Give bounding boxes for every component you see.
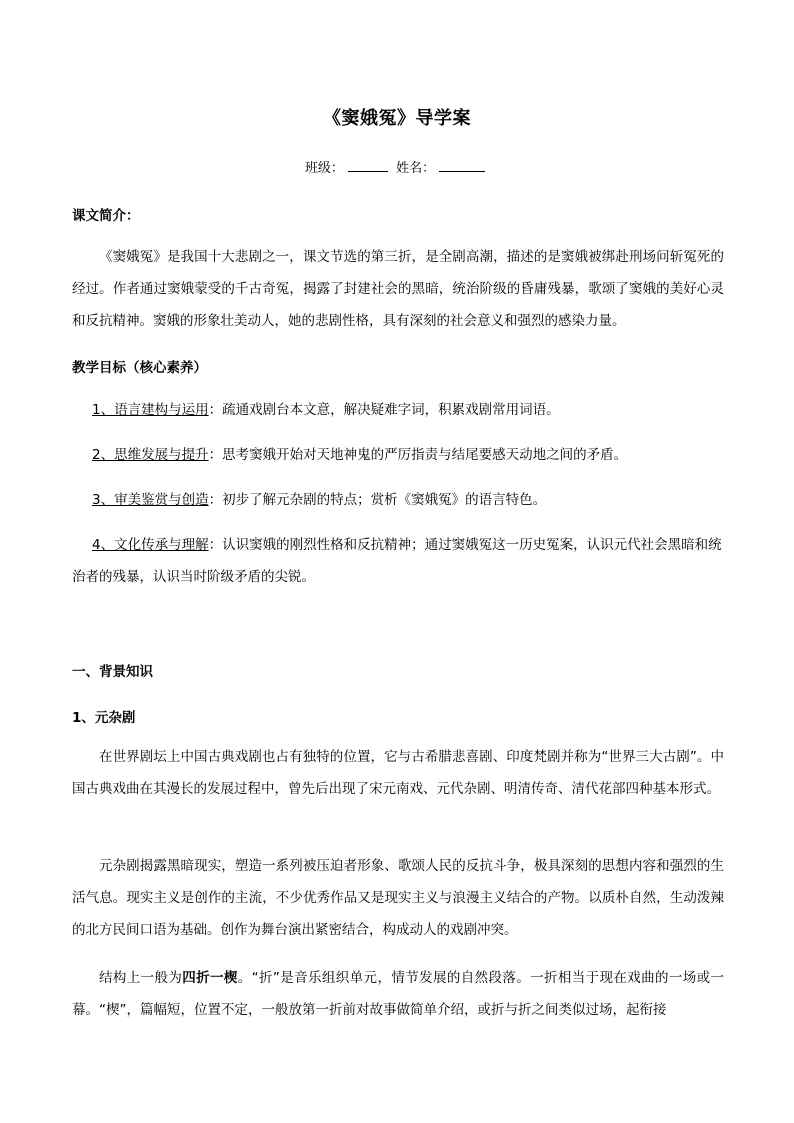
background-paragraph-3	[72, 962, 724, 1026]
goal-text-2: ：思考窦娥开始对天地神鬼的严厉指责与结尾要感天动地之间的矛盾。	[208, 447, 628, 463]
intro-heading: 课文简介：	[72, 208, 140, 224]
background-heading: 一、背景知识	[72, 664, 153, 680]
goal-text-4: ：认识窦娥的刚烈性格和反抗精神；通过窦娥冤这一历史冤案，认识元代社会黑暗和统治者的残暴，认识当时阶级矛盾的尖锐。	[72, 537, 722, 585]
goal-item-2	[72, 439, 724, 471]
name-blank	[439, 157, 485, 172]
goal-label-3: 3、审美鉴赏与创造	[92, 492, 209, 508]
goal-label-2: 2、思维发展与提升	[92, 447, 209, 463]
goals-heading: 教学目标（核心素养）	[72, 360, 207, 376]
background-subheading: 1、元杂剧	[72, 710, 136, 726]
goal-text-3: ：初步了解元杂剧的特点；赏析《窦娥冤》的语言特色。	[208, 492, 547, 508]
p3-bold: 四折一楔	[182, 970, 238, 986]
intro-paragraph: 《窦娥冤》是我国十大悲剧之一，课文节选的第三折，是全剧高潮，描述的是窦娥被绑赴刑场问斩冤死的经过。作者通过窦娥蒙受的千古奇冤，揭露了封建社会的黑暗，统治阶级的昏庸残暴，歌颂了窦娥的美好心灵和反抗精神。窦娥的形象壮美动人，她的悲剧性格，具有深刻的社会意义和强烈的感染力量。	[72, 249, 724, 329]
page-title: 《窦娥冤》导学案	[323, 108, 471, 129]
goal-item-1	[72, 394, 724, 426]
class-blank	[348, 157, 388, 172]
p3-pre: 结构上一般为	[99, 970, 183, 986]
goal-item-4	[72, 529, 724, 593]
name-label: 姓名：	[396, 161, 436, 176]
goal-label-4: 4、文化传承与理解	[92, 537, 209, 553]
background-paragraph-1: 在世界剧坛上中国古典戏剧也占有独特的位置，它与古希腊悲喜剧、印度梵剧并称为“世界三大古剧”。中国古典戏曲在其漫长的发展过程中，曾先后出现了宋元南戏、元代杂剧、明清传奇、清代花部四种基本形式。	[72, 749, 724, 797]
class-label: 班级：	[304, 161, 344, 176]
background-paragraph-2: 元杂剧揭露黑暗现实，塑造一系列被压迫者形象、歌颂人民的反抗斗争，极具深刻的思想内容和强烈的生活气息。现实主义是创作的主流，不少优秀作品又是现实主义与浪漫主义结合的产物。以质朴自然，生动泼辣的北方民间口语为基础。创作为舞台演出紧密结合，构成动人的戏剧冲突。	[72, 858, 724, 938]
goal-text-1: ：疏通戏剧台本文意，解决疑难字词，积累戏剧常用词语。	[208, 402, 560, 418]
p3-post: 。“折”是音乐组织单元，情节发展的自然段落。一折相当于现在戏曲的一场或一幕。“楔”，篇幅短，位置不定，一般放第一折前对故事做简单介绍，或折与折之间类似过场，起衔接	[72, 970, 725, 1018]
class-name-line	[0, 157, 794, 176]
goal-label-1: 1、语言建构与运用	[92, 402, 209, 418]
goal-item-3	[72, 484, 724, 516]
